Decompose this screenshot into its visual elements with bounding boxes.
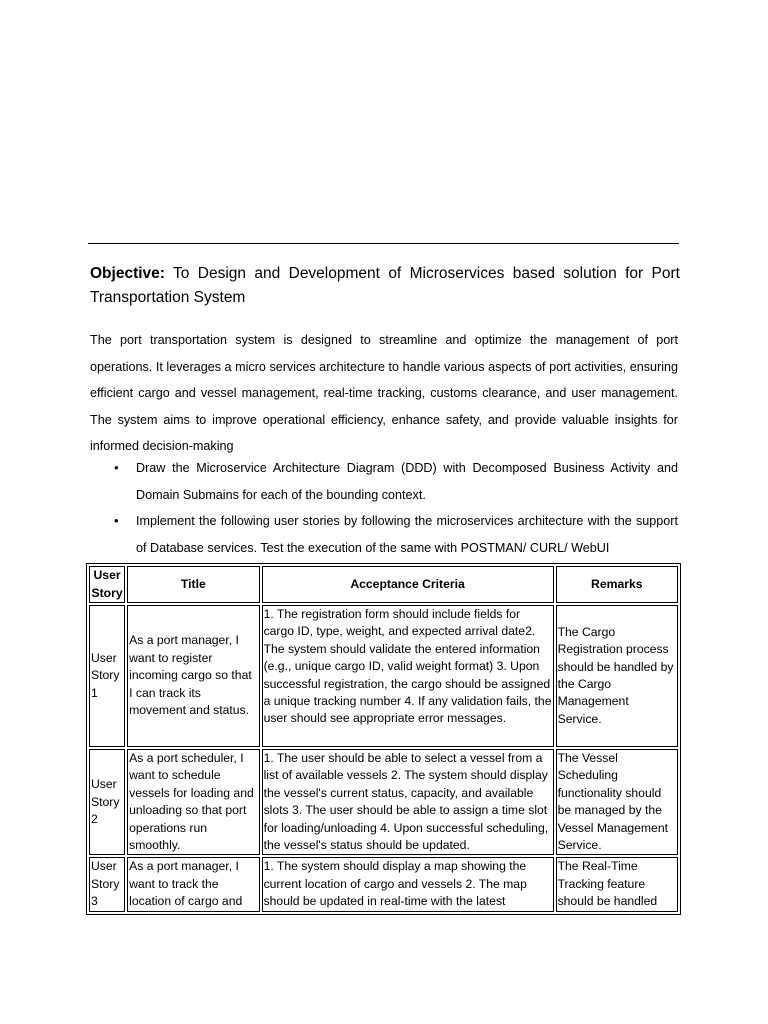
user-stories-table xyxy=(86,563,681,915)
bullet-icon: • xyxy=(114,460,119,475)
cell-acceptance: 1. The registration form should include fields for cargo ID, type, weight, and expected arrival date2. The system should validate the entered information (e.g., unique cargo ID, valid weight format) 3. Upon successful registration, the cargo should be assigned a unique tracking number 4. If any validation fails, the user should see appropriate error messages. xyxy=(262,605,554,747)
cell-title: As a port scheduler, I want to schedule vessels for loading and unloading so that port operations run smoothly. xyxy=(127,749,259,855)
bullet-text: Draw the Microservice Architecture Diagram (DDD) with Decomposed Business Activity and Domain Submains for each of the bounding context. xyxy=(136,461,678,502)
header-remarks: Remarks xyxy=(556,566,678,603)
cell-remarks: The Cargo Registration process should be handled by the Cargo Management Service. xyxy=(556,605,678,747)
cell-user-story: User Story 3 xyxy=(89,857,125,911)
header-acceptance-criteria: Acceptance Criteria xyxy=(262,566,554,603)
cell-title: As a port manager, I want to track the location of cargo and xyxy=(127,857,259,911)
table-row xyxy=(89,605,678,747)
bullet-item xyxy=(90,508,678,561)
intro-paragraph: The port transportation system is designed to streamline and optimize the management of port operations. It leverages a micro services architecture to handle various aspects of port activities, ensuring efficient cargo and vessel management, real-time tracking, customs clearance, and user management. The system aims to improve operational efficiency, enhance safety, and provide valuable insights for informed decision-making xyxy=(90,333,678,453)
objective-text: To Design and Development of Microservices based solution for Port Transportation System xyxy=(90,265,680,306)
cell-acceptance: 1. The user should be able to select a vessel from a list of available vessels 2. The system should display the vessel's current status, capacity, and available slots 3. The user should be able to assign a time slot for loading/unloading 4. Upon successful scheduling, the vessel's status should be updated. xyxy=(262,749,554,855)
cell-acceptance: 1. The system should display a map showing the current location of cargo and vessels 2. The map should be updated in real-time with the latest xyxy=(262,857,554,911)
objective-heading xyxy=(90,262,680,310)
cell-remarks: The Real-Time Tracking feature should be handled xyxy=(556,857,678,911)
cell-remarks: The Vessel Scheduling functionality should be managed by the Vessel Management Service. xyxy=(556,749,678,855)
cell-title: As a port manager, I want to register incoming cargo so that I can track its movement and status. xyxy=(127,605,259,747)
cell-user-story: User Story 1 xyxy=(89,605,125,747)
cell-user-story: User Story 2 xyxy=(89,749,125,855)
table-row xyxy=(89,749,678,855)
objective-label: Objective: xyxy=(90,265,165,282)
bullet-text: Implement the following user stories by following the microservices architecture with the support of Database services. Test the execution of the same with POSTMAN/ CURL/ WebUI xyxy=(136,514,678,555)
bullet-item xyxy=(90,455,678,508)
bullet-list xyxy=(90,455,678,561)
header-user-story: User Story xyxy=(89,566,125,603)
header-title: Title xyxy=(127,566,259,603)
table-header-row xyxy=(89,566,678,603)
horizontal-rule xyxy=(88,243,679,244)
table-row xyxy=(89,857,678,911)
bullet-icon: • xyxy=(114,513,119,528)
